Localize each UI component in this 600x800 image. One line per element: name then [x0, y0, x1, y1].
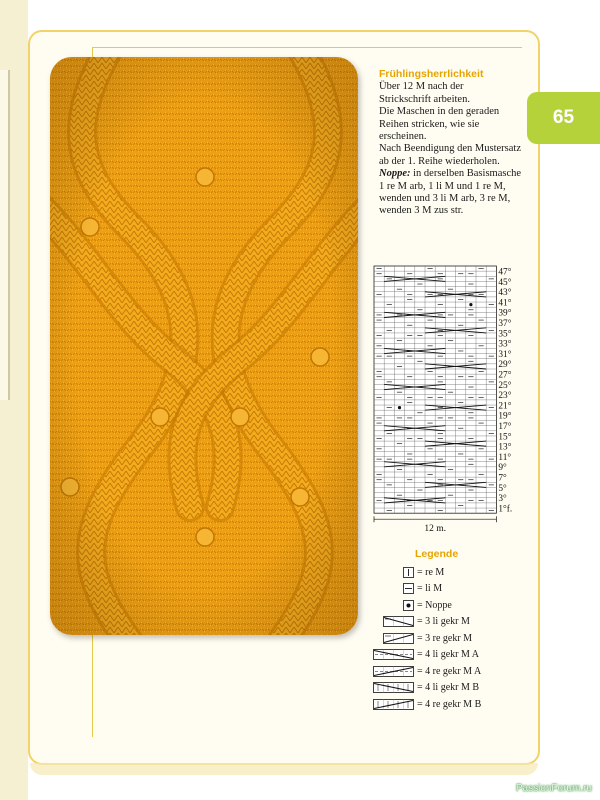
- pattern-title: Frühlingsherrlichkeit: [379, 68, 484, 80]
- legend-item-cross3-right: [360, 630, 520, 647]
- legend-text: = li M: [417, 583, 443, 595]
- legend-symbol-cross3-left: [360, 616, 414, 627]
- chart-width-label: 12 m.: [424, 524, 447, 535]
- legend-item-cross4-right-a: [360, 663, 520, 680]
- instruction-line: Reihen stricken, wie sie: [379, 118, 480, 130]
- chart-row-label: 35°: [498, 329, 512, 340]
- legend-text: = 4 li gekr M A: [417, 649, 480, 661]
- legend-title: Legende: [415, 548, 459, 560]
- legend-text: = 4 re gekr M A: [417, 665, 482, 677]
- pattern-instructions: [379, 68, 524, 218]
- chart-row-label: 23°: [498, 391, 512, 402]
- legend-symbol-cross4-left-a: [360, 649, 414, 660]
- instruction-line: wenden 3 M zus str.: [379, 205, 464, 217]
- chart-row-label: 21°: [498, 401, 512, 412]
- knitting-swatch-photo: [50, 57, 358, 635]
- chart-row-label: 5°: [498, 483, 507, 494]
- noppe-label: Noppe:: [379, 168, 411, 180]
- chart-row-label: 25°: [498, 380, 512, 391]
- previous-page-mark: [0, 70, 10, 400]
- chart-row-label: 33°: [498, 339, 512, 350]
- watermark: PassionForum.ru: [515, 783, 592, 794]
- instruction-line: Die Maschen in den geraden: [379, 106, 500, 118]
- legend-text: = Noppe: [417, 599, 452, 611]
- chart-row-label: 9°: [498, 463, 507, 474]
- instruction-line: Strickschrift arbeiten.: [379, 93, 470, 105]
- legend: [360, 548, 520, 713]
- chart-bobble: [398, 406, 401, 409]
- legend-item-bobble: [360, 597, 520, 614]
- legend-symbol-purl: [360, 583, 414, 594]
- legend-item-knit: [360, 564, 520, 581]
- legend-item-cross3-left: [360, 614, 520, 631]
- instruction-line: in derselben Basismasche: [410, 168, 522, 180]
- chart-grid: [370, 262, 530, 542]
- chart-row-label: 47°: [498, 267, 512, 278]
- legend-text: = 3 li gekr M: [417, 616, 470, 628]
- legend-item-cross4-right-b: [360, 696, 520, 713]
- legend-item-purl: [360, 581, 520, 598]
- frame-line-top: [92, 47, 522, 48]
- legend-text: = re M: [417, 566, 445, 578]
- instruction-line: Über 12 M nach der: [379, 81, 464, 93]
- knitting-chart: [370, 262, 530, 542]
- chart-row-label: 19°: [498, 411, 512, 422]
- chart-row-label: 1°f.: [498, 504, 513, 515]
- page-number-badge: 65: [527, 92, 600, 144]
- legend-symbol-cross4-right-a: [360, 666, 414, 677]
- chart-row-label: 45°: [498, 277, 512, 288]
- chart-row-label: 31°: [498, 349, 512, 360]
- chart-row-label: 17°: [498, 421, 512, 432]
- chart-row-label: 43°: [498, 288, 512, 299]
- legend-symbol-cross4-left-b: [360, 682, 414, 693]
- chart-row-label: 41°: [498, 298, 512, 309]
- chart-row-label: 15°: [498, 432, 512, 443]
- noppe-instruction: [379, 168, 524, 180]
- chart-row-label: 37°: [498, 318, 512, 329]
- legend-text: = 3 re gekr M: [417, 632, 473, 644]
- legend-item-cross4-left-a: [360, 647, 520, 664]
- chart-bobble: [469, 303, 472, 306]
- legend-symbol-cross3-right: [360, 633, 414, 644]
- chart-row-label: 27°: [498, 370, 512, 381]
- instruction-line: erscheinen.: [379, 131, 427, 143]
- instruction-line: Nach Beendigung den Mustersatz: [379, 143, 522, 155]
- legend-item-cross4-left-b: [360, 680, 520, 697]
- chart-row-label: 7°: [498, 473, 507, 484]
- chart-row-label: 13°: [498, 442, 512, 453]
- legend-symbol-cross4-right-b: [360, 699, 414, 710]
- chart-row-label: 39°: [498, 308, 512, 319]
- chart-row-label: 3°: [498, 494, 507, 505]
- legend-text: = 4 li gekr M B: [417, 682, 480, 694]
- instruction-line: ab der 1. Reihe wiederholen.: [379, 155, 500, 167]
- legend-text: = 4 re gekr M B: [417, 698, 482, 710]
- chart-row-label: 11°: [498, 452, 512, 463]
- instruction-line: 1 re M arb, 1 li M und 1 re M,: [379, 180, 506, 192]
- instruction-line: wenden und 3 li M arb, 3 re M,: [379, 193, 511, 205]
- chart-row-label: 29°: [498, 360, 512, 371]
- legend-symbol-knit: [360, 567, 414, 578]
- legend-symbol-bobble: [360, 600, 414, 611]
- previous-page-edge: [0, 0, 28, 800]
